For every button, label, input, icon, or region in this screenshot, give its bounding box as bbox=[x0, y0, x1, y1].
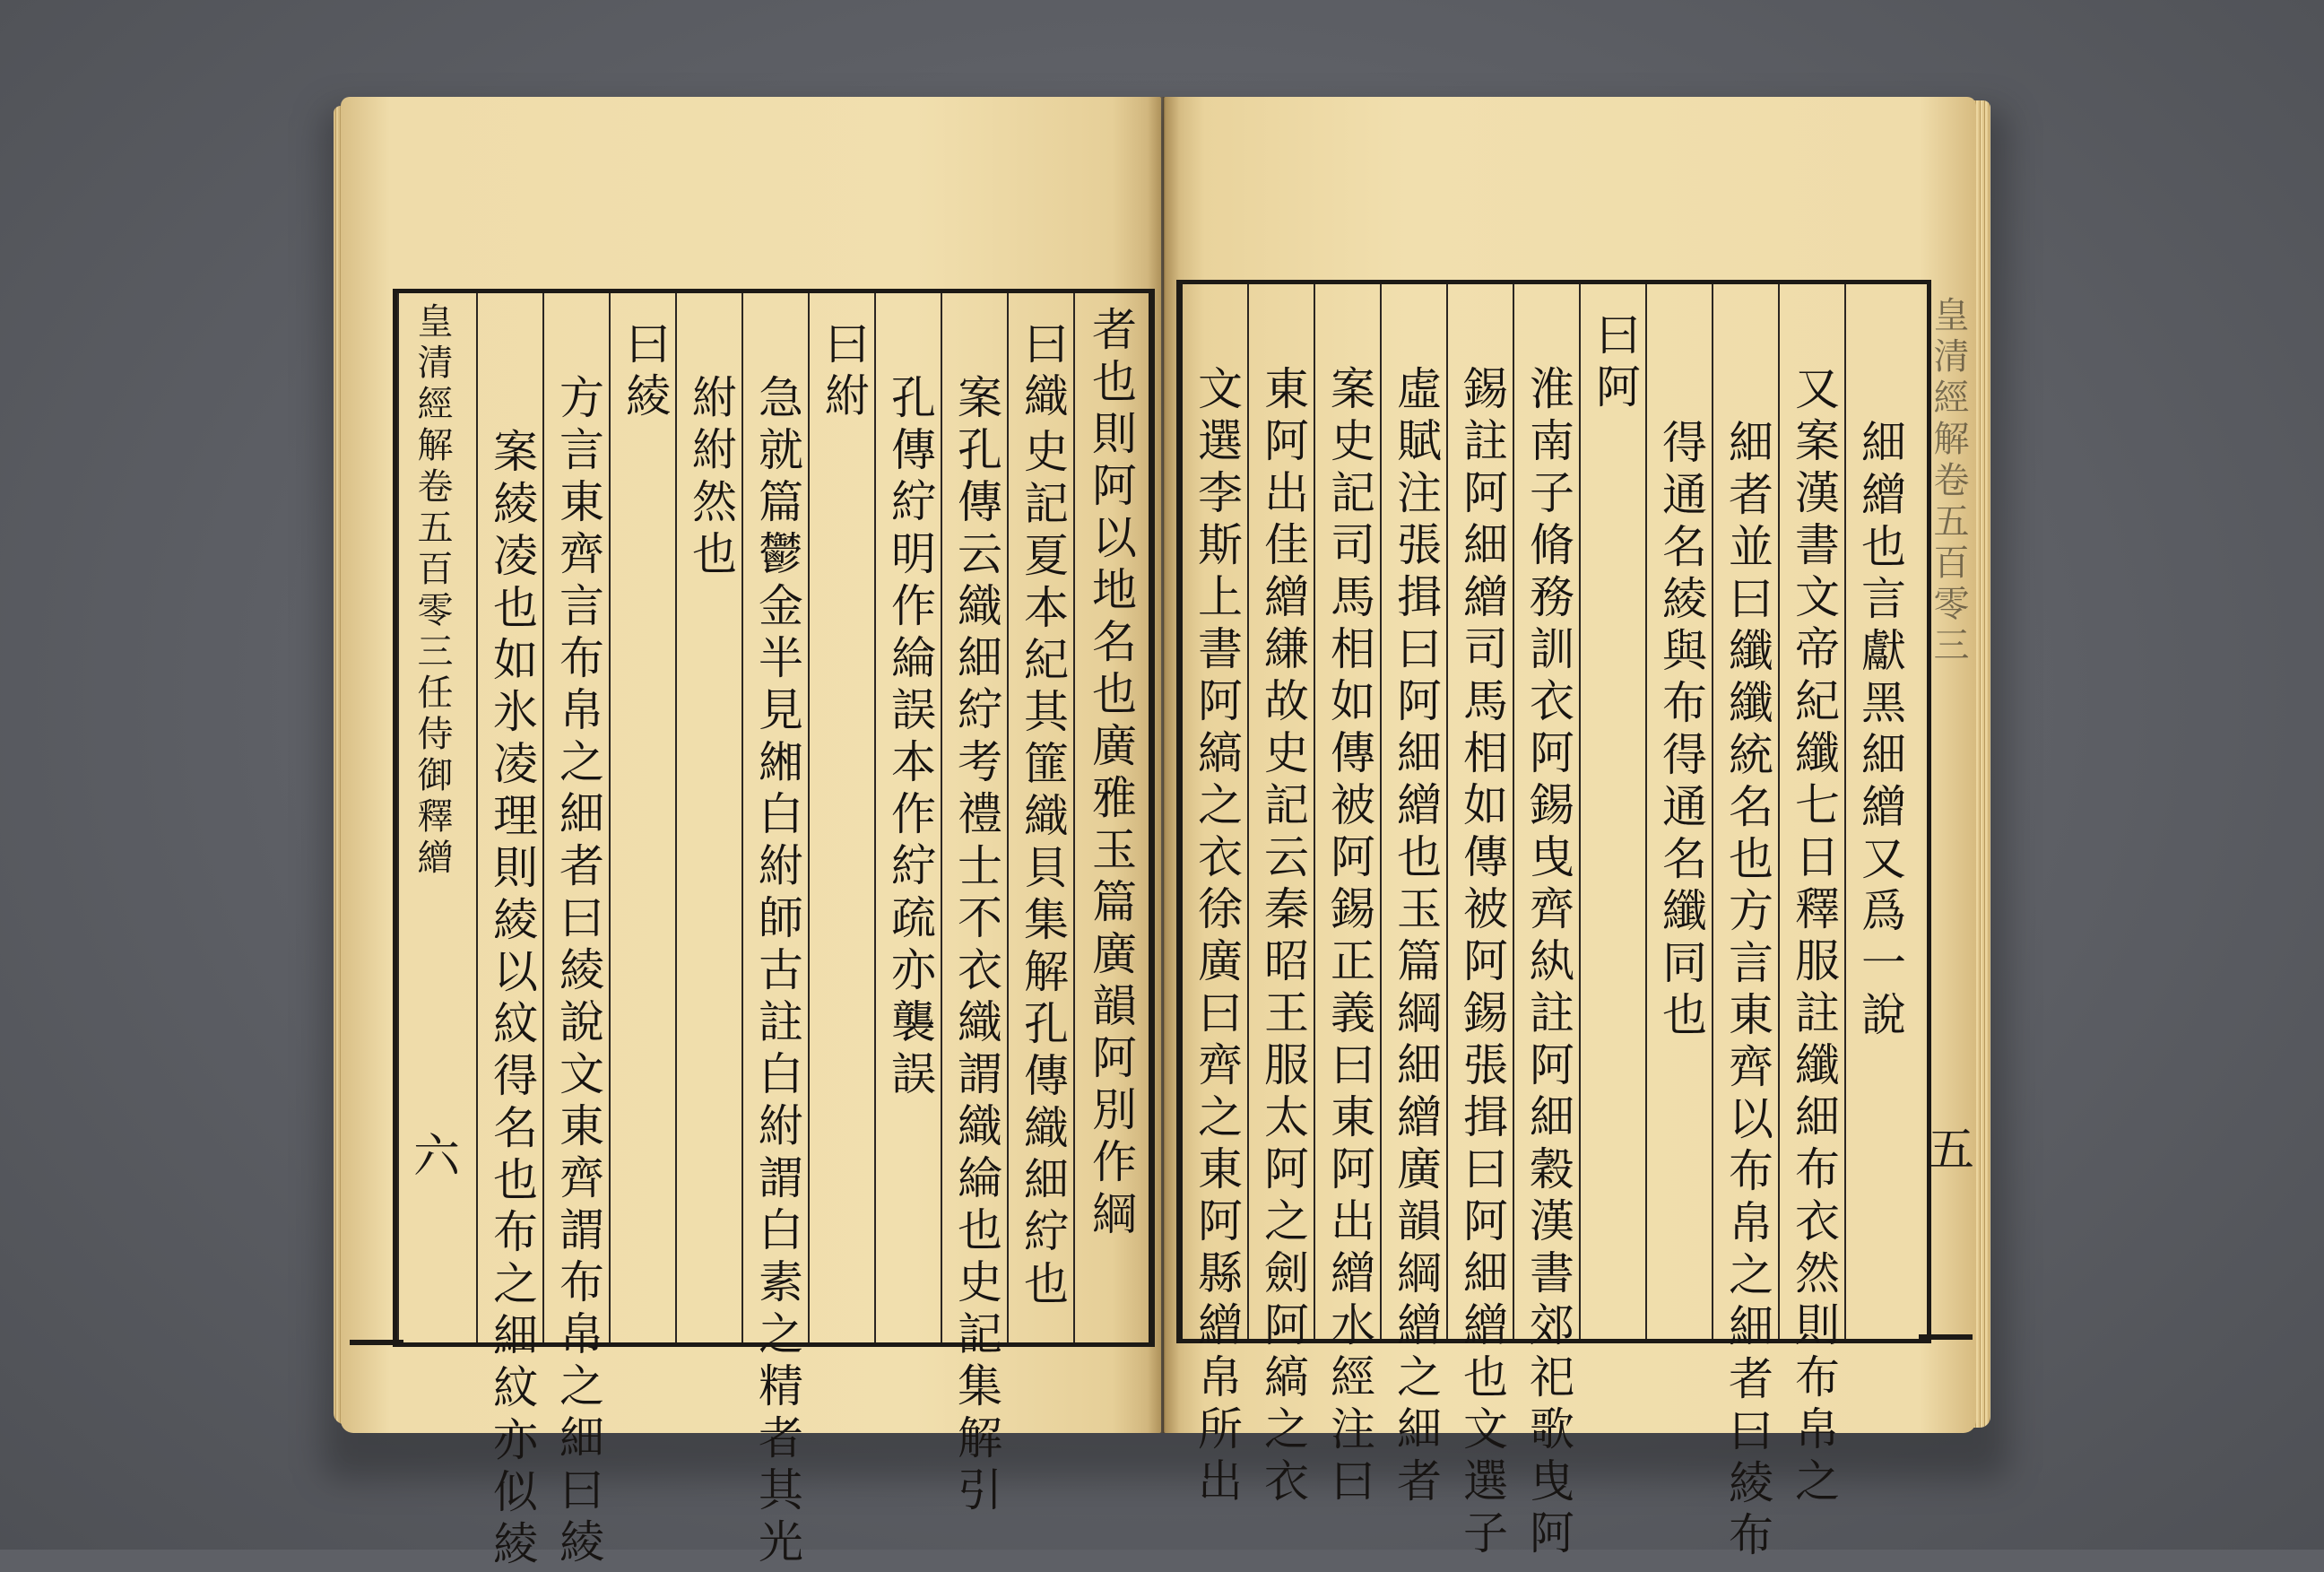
right-column-3: 細者並曰纖纖統名也方言東齊以布帛之細者曰綾布 bbox=[1721, 419, 1773, 1563]
left-column-9: 方言東齊言布帛之細者曰綾說文東齊謂布帛之細曰綾 bbox=[552, 374, 604, 1570]
right-banxin-title: 皇清經解卷五百零三 bbox=[1928, 296, 1969, 667]
right-page-number: 五 bbox=[1928, 1124, 1975, 1177]
left-column-7: 紨紨然也 bbox=[685, 374, 737, 582]
right-column-4: 得通名綾與布得通名纖同也 bbox=[1655, 419, 1707, 1043]
left-column-2-heading: 曰織 bbox=[1017, 320, 1069, 424]
right-column-5-heading: 曰阿 bbox=[1589, 311, 1641, 415]
left-column-8-heading: 曰綾 bbox=[619, 320, 671, 424]
left-column-6: 急就篇鬱金半見緗白紨師古註白紨謂白素之精者其光 bbox=[751, 374, 803, 1570]
right-column-2: 又案漢書文帝紀纖七日釋服註纖細布衣然則布帛之 bbox=[1788, 365, 1840, 1509]
left-page-number: 六 bbox=[413, 1130, 461, 1184]
left-column-4: 孔傳紵明作綸誤本作紵疏亦襲誤 bbox=[884, 374, 936, 1102]
left-column-2: 史記夏本紀其篚織貝集解孔傳織細紵也 bbox=[1017, 428, 1069, 1312]
left-column-1: 者也則阿以地名也廣雅玉篇廣韻阿別作綱 bbox=[1085, 306, 1137, 1242]
right-column-1: 細繒也言獻黑細繒又爲一說 bbox=[1854, 419, 1906, 1043]
right-column-6: 淮南子脩務訓衣阿錫曳齊紈註阿細穀漢書郊祀歌曳阿 bbox=[1522, 365, 1574, 1561]
right-column-11: 文選李斯上書阿縞之衣徐廣曰齊之東阿縣繒帛所出 bbox=[1191, 365, 1243, 1509]
left-text-frame bbox=[393, 289, 1155, 1572]
right-column-7: 錫註阿細繒司馬相如傳被阿錫張揖曰阿細繒也文選子 bbox=[1456, 365, 1508, 1561]
right-column-10: 東阿出佳繒縑故史記云秦昭王服太阿之劍阿縞之衣 bbox=[1257, 365, 1309, 1509]
left-banxin-title: 皇清經解卷五百零三任侍御釋繒 bbox=[412, 302, 453, 880]
right-column-8: 虛賦注張揖曰阿細繒也玉篇綱細繒廣韻綱繒之細者 bbox=[1390, 365, 1442, 1509]
left-column-3: 案孔傳云織細紵考禮士不衣織謂織綸也史記集解引 bbox=[950, 374, 1002, 1518]
right-text-frame bbox=[1176, 280, 1931, 1563]
left-column-10: 案綾凌也如氷凌理則綾以紋得名也布之細紋亦似綾 bbox=[486, 428, 538, 1572]
right-column-9: 案史記司馬相如傳被阿錫正義曰東阿出繒水經注曰 bbox=[1323, 365, 1375, 1509]
left-column-5-heading: 曰紨 bbox=[818, 320, 870, 424]
